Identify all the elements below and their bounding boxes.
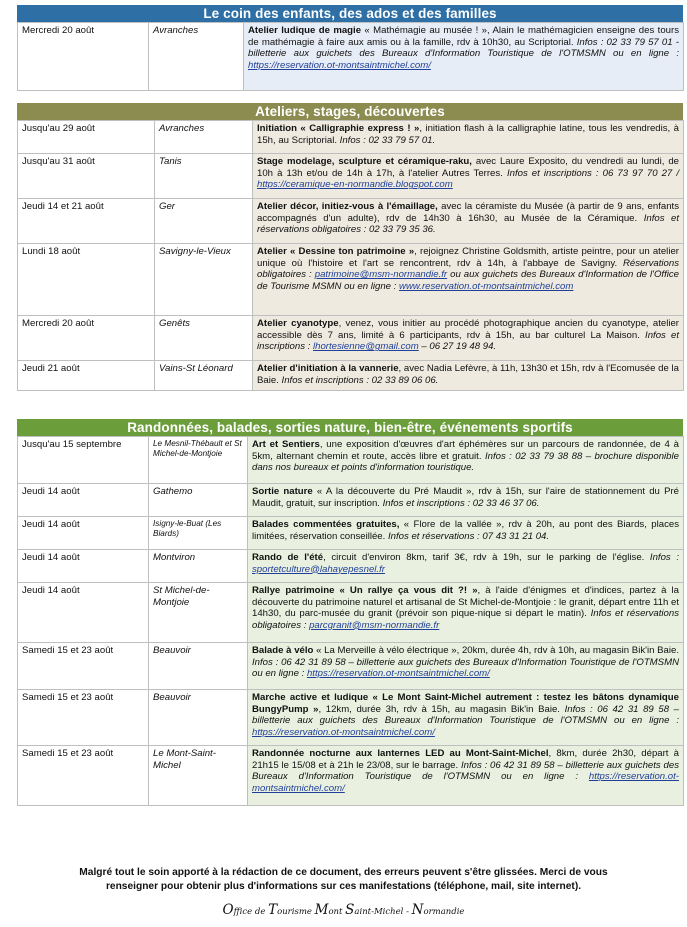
event-description bbox=[253, 361, 684, 391]
table-row bbox=[18, 199, 684, 244]
signature-text: Office de Tourisme Mont Saint-Michel - Normandie bbox=[222, 902, 465, 918]
event-description bbox=[248, 690, 684, 746]
event-title: Atelier « Dessine ton patrimoine » bbox=[257, 246, 415, 257]
event-details: , avec Nadia Lefèvre, à 11h, 13h30 et 15h, rdv à l'Ecomusée de la Baie. bbox=[257, 363, 679, 386]
event-details: , rejoignez Christine Goldsmith, artiste peintre, pour un atelier unique où l'histoire et l'art se rencontrent, rdv à 14h, à l'abbaye de Savigny. bbox=[257, 246, 679, 269]
event-infos-more: ou aux guichets des Bureaux d'Information de l'Office de Tourisme MSMN ou en ligne : bbox=[257, 269, 680, 292]
event-title: Marche active et ludique « Le Mont Saint-Michel autrement : testez les bâtons dynamique BungyPump » bbox=[252, 692, 679, 715]
table-row bbox=[18, 484, 684, 517]
event-date: Jeudi 14 août bbox=[18, 484, 149, 517]
section-outdoor bbox=[17, 419, 683, 806]
event-date: Jeudi 14 août bbox=[18, 583, 149, 643]
events-table bbox=[17, 22, 684, 91]
event-place: Avranches bbox=[149, 23, 244, 91]
signature bbox=[0, 902, 687, 918]
event-details: avec la céramiste du Musée (à partir de 9 ans, enfants accompagnés d'un adulte), rdv de 14h30 à 16h30, au Musée de la Céramique. bbox=[257, 201, 679, 224]
event-title: Sortie nature bbox=[252, 486, 313, 497]
event-title: Atelier décor, initiez-vous à l'émaillage, bbox=[257, 201, 438, 212]
event-details: , venez, vous initier au procédé photographique ancien du cyanotype, atelier accessible dès 7 ans, limité à 6 participants, rdv à 15h, au bar culturel La Maison. bbox=[257, 318, 679, 341]
event-description bbox=[253, 121, 684, 154]
table-row bbox=[18, 361, 684, 391]
event-title: Atelier d'initiation à la vannerie bbox=[257, 363, 399, 374]
event-link[interactable]: https://reservation.ot-montsaintmichel.com/ bbox=[248, 59, 431, 71]
event-place: Isigny-le-Buat (Les Biards) bbox=[149, 517, 248, 550]
table-row bbox=[18, 550, 684, 583]
event-link[interactable]: https://reservation.ot-montsaintmichel.com/ bbox=[306, 668, 490, 680]
event-title: Art et Sentiers bbox=[252, 439, 320, 450]
event-details: « A la découverte du Pré Maudit », rdv à 15h, sur l'aire de stationnement du Pré Maudit, gratuit, sur inscription. bbox=[252, 486, 679, 509]
event-place: St Michel-de-Montjoie bbox=[149, 583, 248, 643]
event-link-2[interactable]: www.reservation.ot-montsaintmichel.com bbox=[399, 280, 574, 292]
event-title: Atelier cyanotype bbox=[257, 318, 339, 329]
table-row bbox=[18, 517, 684, 550]
event-infos: Infos : 02 33 79 38 88 – brochure disponible dans nos bureaux et points d'information touristique. bbox=[252, 450, 679, 474]
event-infos: Infos et inscriptions : bbox=[257, 329, 680, 353]
event-place: Gathemo bbox=[149, 484, 248, 517]
events-table bbox=[17, 120, 684, 391]
event-link[interactable]: lhortesienne@gmail.com bbox=[312, 341, 419, 353]
event-infos: Infos : bbox=[649, 552, 679, 563]
event-link[interactable]: parcgranit@msm-normandie.fr bbox=[309, 619, 440, 631]
event-date: Mercredi 20 août bbox=[18, 316, 155, 361]
event-infos: Infos : 06 42 31 89 58 – billetterie aux guichets des Bureaux d'Information Touristique de l'OTMSMN ou en ligne : bbox=[252, 759, 679, 783]
event-link[interactable]: https://ceramique-en-normandie.blogspot.com bbox=[257, 179, 453, 191]
event-title: Randonnée nocturne aux lanternes LED au Mont-Saint-Michel bbox=[252, 748, 549, 759]
event-title: Balade à vélo bbox=[252, 645, 314, 656]
event-infos: Infos : 06 42 31 89 58 – billetterie aux guichets des Bureaux d'Information Touristique de l'OTMSMN ou en ligne : bbox=[252, 656, 679, 680]
event-infos: Infos et inscriptions : 02 33 89 06 06. bbox=[281, 374, 439, 386]
event-place: Ger bbox=[155, 199, 253, 244]
event-date: Samedi 15 et 23 août bbox=[18, 643, 149, 690]
event-date: Jeudi 14 et 21 août bbox=[18, 199, 155, 244]
section-families bbox=[17, 5, 683, 91]
event-infos: Infos et inscriptions : 06 73 97 70 27 / bbox=[506, 167, 679, 179]
event-link[interactable]: https://reservation.ot-montsaintmichel.com/ bbox=[252, 771, 679, 794]
event-infos: Infos et réservations obligatoires : 02 33 79 35 36. bbox=[257, 212, 679, 236]
event-details: , 12km, durée 3h, rdv à 15h, au magasin Bik'in Baie. bbox=[318, 703, 565, 715]
event-title: Initiation « Calligraphie express ! » bbox=[257, 123, 420, 134]
event-date: Lundi 18 août bbox=[18, 244, 155, 316]
event-details: , circuit d'environ 8km, tarif 3€, rdv à 19h, sur le parking de l'église. bbox=[323, 552, 650, 563]
event-description bbox=[248, 484, 684, 517]
event-infos: Infos et réservations obligatoires : bbox=[252, 608, 679, 631]
event-place: Le Mont-Saint-Michel bbox=[149, 746, 248, 806]
disclaimer-line-1: Malgré tout le soin apporté à la rédaction de ce document, des erreurs peuvent s'être glissées. Merci de vous bbox=[79, 867, 608, 878]
event-description bbox=[248, 583, 684, 643]
event-title: Atelier ludique de magie bbox=[248, 25, 362, 36]
section-workshops bbox=[17, 103, 683, 391]
table-row bbox=[18, 690, 684, 746]
event-details: avec Laure Exposito, du vendredi au lundi, de 10h à 13h et/ou de 14h à 17h, à l'atelier Autres Terres. bbox=[257, 156, 679, 179]
event-details: , à l'aide d'énigmes et d'indices, partez à la découverte du patrimoine naturel et artisanal de St Michel-de-Montjoie : le granit, départ entre 11h et 14h30, du parc-musée du granit (prévoir son pique-nique si départ le matin). bbox=[252, 585, 679, 620]
table-row bbox=[18, 746, 684, 806]
event-details: « Mathémagie au musée ! », Alain le mathémagicien enseigne des tours de mathémagie à faire aux amis ou à la famille, rdv à 10h30, au Scriptorial. bbox=[248, 25, 679, 48]
event-place: Beauvoir bbox=[149, 690, 248, 746]
event-date: Jeudi 21 août bbox=[18, 361, 155, 391]
section-title: Randonnées, balades, sorties nature, bien-être, événements sportifs bbox=[17, 419, 683, 436]
table-row bbox=[18, 154, 684, 199]
event-infos: Infos : 02 33 79 57 01. bbox=[339, 134, 436, 146]
event-infos: Infos et inscriptions : 02 33 46 37 06. bbox=[382, 497, 540, 509]
event-details: , une exposition d'œuvres d'art éphémères sur un parcours de randonnée, de 4 à 5km, alternant chemin et route, accès libre et gratuit. bbox=[252, 439, 679, 462]
event-date: Jusqu'au 15 septembre bbox=[18, 437, 149, 484]
event-date: Jusqu'au 29 août bbox=[18, 121, 155, 154]
event-title: Stage modelage, sculpture et céramique-raku, bbox=[257, 156, 472, 167]
event-description bbox=[248, 550, 684, 583]
event-date: Samedi 15 et 23 août bbox=[18, 690, 149, 746]
event-date: Jeudi 14 août bbox=[18, 517, 149, 550]
event-title: Rallye patrimoine « Un rallye ça vous dit ?! » bbox=[252, 585, 478, 596]
event-link[interactable]: patrimoine@msm-normandie.fr bbox=[314, 269, 448, 281]
table-row bbox=[18, 583, 684, 643]
table-row bbox=[18, 121, 684, 154]
event-infos: Infos : 02 33 79 57 01 - billetterie aux guichets des Bureaux d'Information Touristique de l'OTMSMN ou en ligne : bbox=[248, 36, 679, 60]
event-date: Mercredi 20 août bbox=[18, 23, 149, 91]
event-date: Samedi 15 et 23 août bbox=[18, 746, 149, 806]
event-details: « Flore de la vallée », rdv à 20h, au pont des Biards, places limitées, réservation conseillée. bbox=[252, 519, 680, 542]
event-title: Rando de l'été bbox=[252, 552, 324, 563]
event-description bbox=[253, 244, 684, 316]
event-place: Savigny-le-Vieux bbox=[155, 244, 253, 316]
disclaimer-line-2: renseigner pour obtenir plus d'informations sur ces manifestations (téléphone, mail, site internet). bbox=[105, 881, 582, 892]
event-place: Montviron bbox=[149, 550, 248, 583]
disclaimer bbox=[0, 866, 687, 894]
table-row bbox=[18, 23, 684, 91]
event-link[interactable]: https://reservation.ot-montsaintmichel.com/ bbox=[252, 726, 435, 738]
event-infos: Infos : 06 42 31 89 58 – billetterie aux guichets des Bureaux d'Information Touristique de l'OTMSMN ou en ligne : bbox=[252, 703, 679, 727]
table-row bbox=[18, 643, 684, 690]
events-table bbox=[17, 436, 684, 806]
event-details: , initiation flash à la calligraphie latine, tous les vendredis, à 15h, au Scriptorial. bbox=[257, 123, 680, 146]
section-title: Le coin des enfants, des ados et des familles bbox=[17, 5, 683, 22]
event-description bbox=[253, 199, 684, 244]
event-infos: Réservations obligatoires : bbox=[257, 257, 679, 281]
event-description bbox=[248, 517, 684, 550]
event-details: , 8km, durée 2h30, départ à 21h15 le 15/08 et à 21h le 23/08, sur le barrage. bbox=[252, 748, 679, 771]
event-place: Beauvoir bbox=[149, 643, 248, 690]
table-row bbox=[18, 244, 684, 316]
event-description bbox=[244, 23, 684, 91]
event-date: Jeudi 14 août bbox=[18, 550, 149, 583]
event-infos: Infos et réservations : 07 43 31 21 04. bbox=[387, 530, 550, 542]
event-description bbox=[248, 437, 684, 484]
event-place: Le Mesnil-Thébault et St Michel-de-Montjoie bbox=[149, 437, 248, 484]
event-infos-more: – 06 27 19 48 94. bbox=[418, 341, 497, 353]
section-title: Ateliers, stages, découvertes bbox=[17, 103, 683, 120]
table-row bbox=[18, 316, 684, 361]
event-description bbox=[248, 643, 684, 690]
event-details: « La Merveille à vélo électrique », 20km, durée 4h, rdv à 10h, au magasin Bik'in Baie. bbox=[313, 645, 680, 656]
event-title: Balades commentées gratuites, bbox=[252, 519, 400, 530]
event-place: Genêts bbox=[155, 316, 253, 361]
event-description bbox=[253, 154, 684, 199]
event-place: Vains-St Léonard bbox=[155, 361, 253, 391]
event-link[interactable]: sportetculture@lahayepesnel.fr bbox=[252, 563, 385, 575]
event-place: Avranches bbox=[155, 121, 253, 154]
event-description bbox=[248, 746, 684, 806]
event-place: Tanis bbox=[155, 154, 253, 199]
event-description bbox=[253, 316, 684, 361]
table-row bbox=[18, 437, 684, 484]
event-date: Jusqu'au 31 août bbox=[18, 154, 155, 199]
